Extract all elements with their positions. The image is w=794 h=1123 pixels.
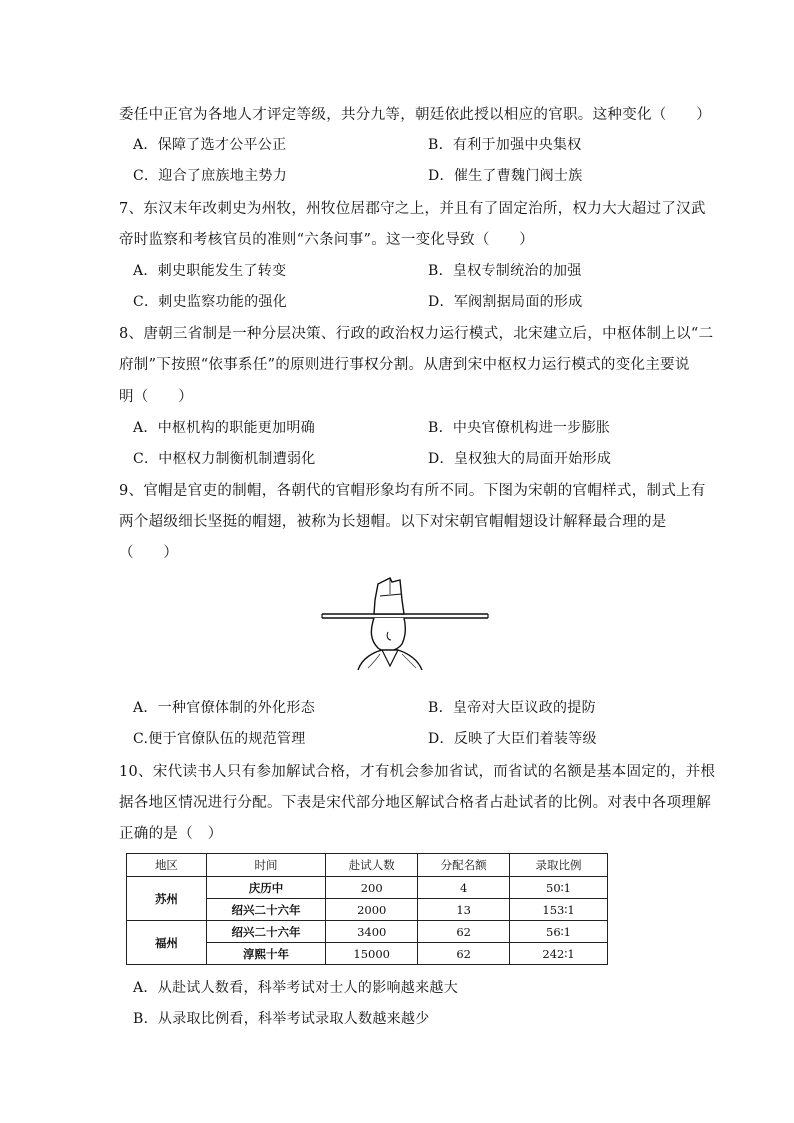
ratio-cell: 56∶1 (510, 921, 608, 943)
time-cell: 淳熙十年 (206, 943, 325, 965)
candidates-cell: 200 (326, 877, 418, 899)
q8-option-a: A．中枢机构的职能更加明确 (133, 420, 316, 436)
ratio-cell: 50∶1 (510, 877, 608, 899)
q8-option-c: C．中枢权力制衡机制遭弱化 (133, 451, 316, 467)
q9-option-a: A．一种官僚体制的外化形态 (133, 700, 316, 716)
region-cell: 福州 (127, 921, 207, 965)
q6-option-a: A．保障了选才公平公正 (133, 137, 287, 153)
q6-option-c: C．迎合了庶族地主势力 (133, 168, 288, 184)
q8-stem-line-3: 明（ ） (119, 389, 193, 405)
q9-option-d: D．反映了大臣们着装等级 (428, 731, 597, 747)
ratio-cell: 153∶1 (510, 899, 608, 921)
candidates-cell: 2000 (326, 899, 418, 921)
q7-option-a: A．刺史职能发生了转变 (133, 263, 287, 279)
q7-option-b: B．皇权专制统治的加强 (428, 263, 582, 279)
time-cell: 庆历中 (206, 877, 325, 899)
q9-stem-line-1: 9、官帽是官吏的制帽，各朝代的官帽形象均有所不同。下图为宋朝的官帽样式，制式上有 (119, 483, 706, 499)
header-time: 时间 (206, 854, 325, 877)
candidates-cell: 15000 (326, 943, 418, 965)
region-cell: 苏州 (127, 877, 207, 921)
q10-stem-line-1: 10、宋代读书人只有参加解试合格，才有机会参加省试，而省试的名额是基本固定的，并根 (119, 764, 716, 780)
header-region: 地区 (127, 854, 207, 877)
q7-stem-line-1: 7、东汉末年改刺史为州牧，州牧位居郡守之上，并且有了固定治所，权力大大超过了汉武 (119, 201, 706, 217)
q8-option-d: D．皇权独大的局面开始形成 (428, 451, 612, 467)
q6-option-b: B．有利于加强中央集权 (428, 137, 582, 153)
ratio-cell: 242∶1 (510, 943, 608, 965)
header-quota: 分配名额 (418, 854, 510, 877)
q7-option-d: D．军阀割据局面的形成 (428, 294, 583, 310)
quota-cell: 4 (418, 877, 510, 899)
quota-cell: 62 (418, 921, 510, 943)
q7-option-c: C．刺史监察功能的强化 (133, 294, 288, 310)
header-candidates: 赴试人数 (326, 854, 418, 877)
q8-stem-line-1: 8、唐朝三省制是一种分层决策、行政的政治权力运行模式，北宋建立后，中枢体制上以“二 (119, 326, 714, 342)
q9-option-c: C.便于官僚队伍的规范管理 (133, 731, 306, 747)
table-row (127, 877, 608, 899)
candidates-cell: 3400 (326, 921, 418, 943)
header-admission-ratio: 录取比例 (510, 854, 608, 877)
q8-stem-line-2: 府制”下按照“依事系任”的原则进行事权分割。从唐到宋中枢权力运行模式的变化主要说 (119, 357, 690, 373)
q10-option-a: A．从赴试人数看，科举考试对士人的影响越来越大 (133, 980, 459, 996)
table-header-row (127, 854, 608, 877)
q10-stem-line-2: 据各地区情况进行分配。下表是宋代部分地区解试合格者占赴试者的比例。对表中各项理解 (119, 795, 711, 811)
q6-option-d: D．催生了曹魏门阀士族 (428, 168, 583, 184)
q9-stem-line-2: 两个超级细长坚挺的帽翅，被称为长翅帽。以下对宋朝官帽帽翅设计解释最合理的是 (119, 514, 667, 530)
time-cell: 绍兴二十六年 (206, 921, 325, 943)
quota-cell: 13 (418, 899, 510, 921)
quota-cell: 62 (418, 943, 510, 965)
q10-stem-line-3: 正确的是（ ） (119, 826, 223, 842)
q6-stem-line: 委任中正官为各地人才评定等级，共分九等，朝廷依此授以相应的官职。这种变化（ ） (119, 107, 711, 123)
song-official-hat-illustration (318, 570, 494, 672)
table-row (127, 921, 608, 943)
q9-option-b: B．皇帝对大臣议政的提防 (428, 700, 596, 716)
q7-stem-line-2: 帝时监察和考核官员的准则“六条问事”。这一变化导致（ ） (119, 232, 535, 248)
time-cell: 绍兴二十六年 (206, 899, 325, 921)
q9-stem-line-3: （ ） (119, 545, 179, 561)
q8-option-b: B．中央官僚机构进一步膨胀 (428, 420, 611, 436)
exam-statistics-table (126, 853, 608, 965)
q10-option-b: B．从录取比例看，科举考试录取人数越来越少 (133, 1011, 430, 1027)
